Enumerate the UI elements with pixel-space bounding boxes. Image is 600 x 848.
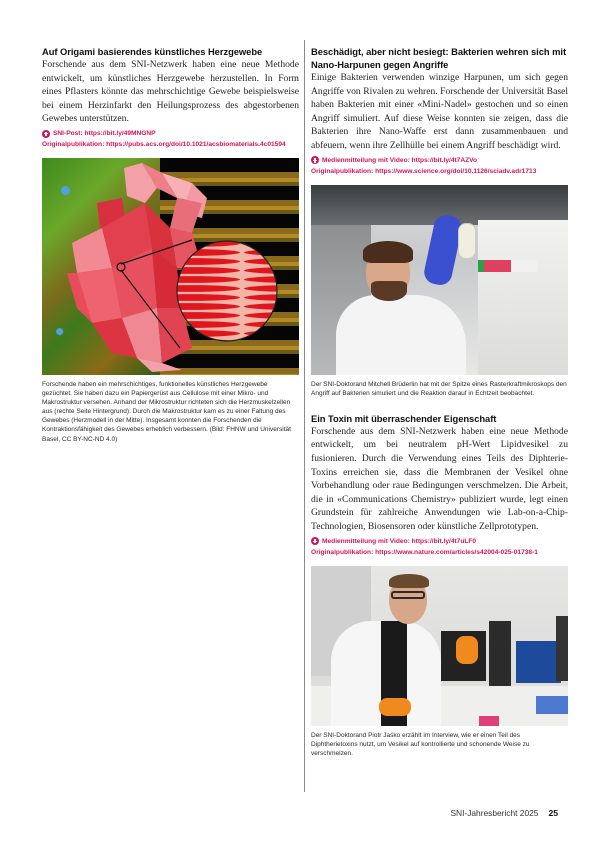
media-release-link[interactable]	[311, 156, 568, 166]
media-release-link-text[interactable]: Medienmitteilung mit Video: https://bit.ly/4t7AZVo	[322, 156, 478, 164]
sni-post-link[interactable]	[42, 129, 299, 139]
figure-caption: Der SNI-Doktorand Piotr Jaśko erzählt im Interview, wie er einen Teil des Diphtherietoxins nutzt, um Vesikel auf kontrollierte und schonende Weise zu verschmelzen.	[311, 731, 530, 757]
article-body: Forschende aus dem SNI-Netzwerk haben eine neue Methode entwickelt, um bei neutralem pH-Wert Lipidvesikel zu fusionieren. Durch die Verwendung eines Teils des Diphterie-Toxins erreichen sie, dass die Membranen der Vesikel ohne Vorbehandlung oder raue Bedingungen verschmelzen. Die Arbeit, die in «Communications Chemistry» publiziert wurde, legt einen Grundstein für zahlreiche Anwendungen wie Lab-on-a-Chip-Technologien, Biosensoren oder künstliche Zellprototypen.	[311, 425, 568, 532]
petri-dish	[458, 223, 476, 259]
orange-glove	[379, 698, 411, 716]
lab-photo-jasko	[311, 566, 568, 726]
orange-glove	[456, 636, 478, 664]
left-column	[42, 45, 299, 444]
article-headline: Beschädigt, aber nicht besiegt: Bakterien wehren sich mit Nano-Harpunen gegen Angriffe	[311, 46, 567, 70]
publication-title: SNI-Jahresbericht 2025	[450, 808, 539, 818]
original-publication-link[interactable]: Originalpublikation: https://www.science.org/doi/10.1126/sciadv.adr1713	[311, 168, 537, 176]
page-footer	[450, 808, 558, 818]
plus-circle-icon	[311, 537, 319, 545]
sni-post-link-text[interactable]: SNI-Post: https://bit.ly/49MNGNP	[53, 129, 156, 137]
article-body: Einige Bakterien verwenden winzige Harpunen, um sich gegen Angriffe von Rivalen zu wehren. Forschende der Universität Basel haben Bakterien mit einer «Mini-Nadel» gestochen und so einen Angriff simuliert. Auf diese Weise konnten sie zeigen, dass die Bakterien ihre Nano-Waffe erst dann zusammenbauen und abfeuern, wenn ihre Zellhülle bei einem Angriff beschädigt wird.	[311, 72, 568, 151]
original-publication-link[interactable]: Originalpublikation: https://www.nature.com/articles/s42004-025-01738-1	[311, 549, 538, 556]
article-headline: Auf Origami basierendes künstliches Herzgewebe	[42, 46, 263, 57]
plus-circle-icon	[42, 130, 50, 138]
right-column	[311, 45, 568, 758]
lab-photo-bruederlin	[311, 185, 568, 375]
article-nano-harpoons	[311, 45, 568, 398]
media-release-link-text[interactable]: Medienmitteilung mit Video: https://bit.ly/4t7uLF0	[322, 537, 477, 545]
figure-caption: Der SNI-Doktorand Mitchell Brüderlin hat mit der Spitze eines Rasterkraftmikroskops den Angriff auf Bakterien simuliert und die Reaktion darauf in Echtzeit beobachtet.	[311, 380, 567, 397]
article-origami-heart	[42, 45, 299, 444]
heart-origami-figure	[42, 158, 299, 375]
page-number: 25	[548, 808, 558, 818]
origami-heart-icon	[42, 158, 299, 375]
article-headline: Ein Toxin mit überraschender Eigenschaft	[311, 412, 497, 424]
article-toxin	[311, 412, 568, 758]
original-publication-link[interactable]: Originalpublikation: https://pubs.acs.org/doi/10.1021/acsbiomaterials.4c01594	[42, 141, 286, 149]
article-body: Forschende aus dem SNI-Netzwerk haben eine neue Methode entwickelt, um künstliches Herzgewebe herzustellen. In Form eines Pflasters könnte das mehrschichtige Gewebe beispielsweise bei einem Herzinfarkt den Heilungsprozess des abgestorbenen Gewebes unterstützen.	[42, 59, 299, 125]
plus-circle-icon	[311, 156, 319, 164]
column-divider	[304, 40, 305, 792]
figure-caption: Forschende haben ein mehrschichtiges, funktionelles künstliches Herzgewebe gezüchtet. Sie haben dazu ein Papiergerüst aus Cellulose mit einer Mikro- und Makrostruktur versehen. Anhand der Mikrostruktur richteten sich die Herzmuskelzellen aus (rechte Seite Hintergrund). Durch die Makrostruktur kam es zu einer Faltung des Gewebes (Herzmodell in der Mitte). Insgesamt konnten die Forschenden die Kontraktionsfähigkeit des Gewebes erheblich verbessern. (Bild: FHNW und Universität Basel, CC BY-NC-ND 4.0)	[42, 380, 291, 443]
media-release-link[interactable]	[311, 537, 568, 547]
